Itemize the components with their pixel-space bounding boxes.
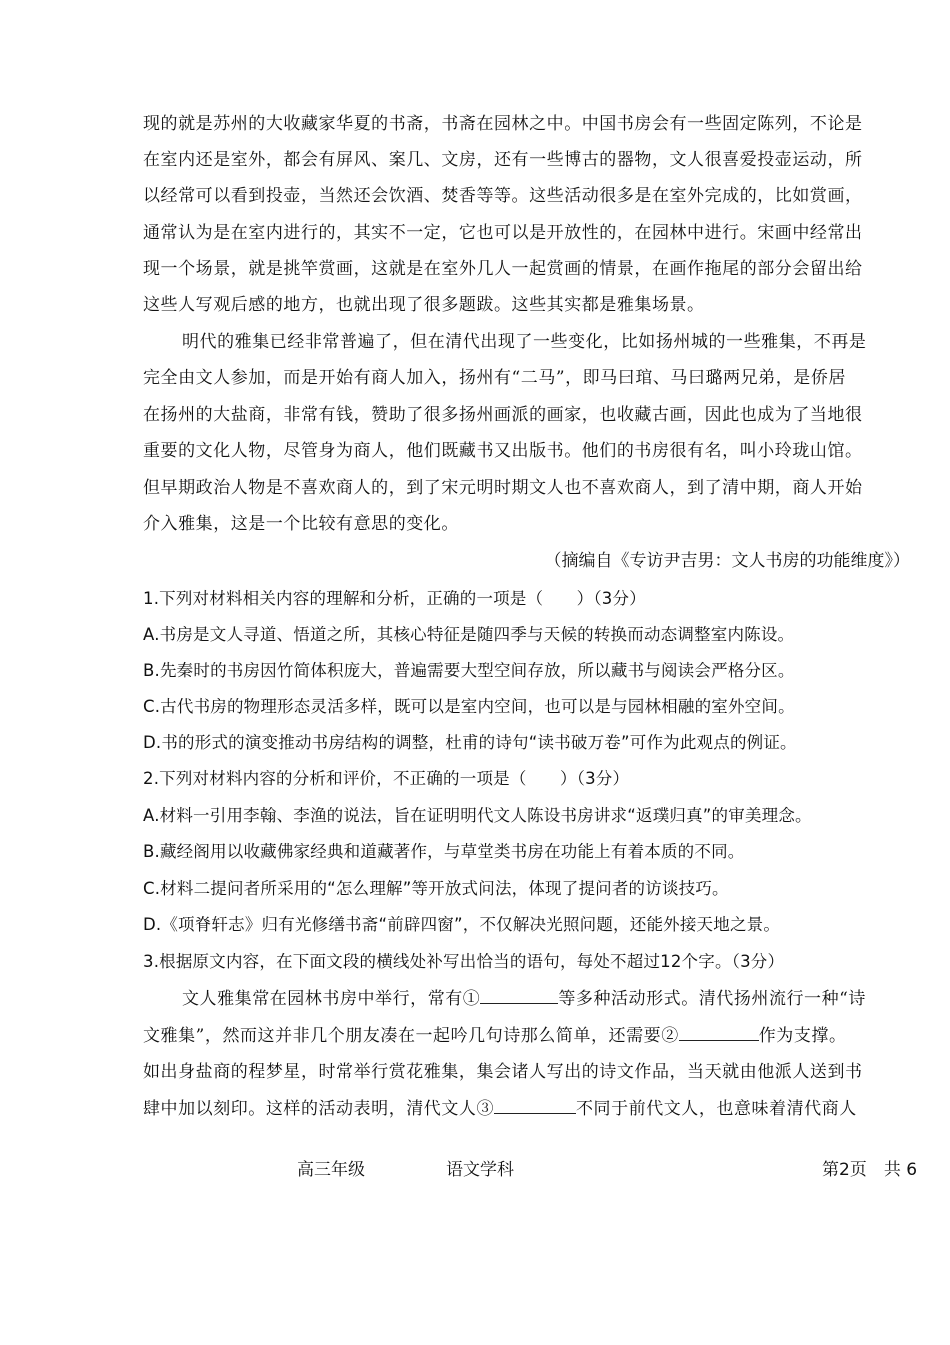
question-3-stem: 3.根据原文内容，在下面文段的横线处补写出恰当的语句，每处不超过12个字。（3分） bbox=[143, 952, 785, 971]
fill-text: 作为支撑。 bbox=[758, 1026, 847, 1046]
fill-text: 肆中加以刻印。这样的活动表明，清代文人③ bbox=[143, 1099, 494, 1119]
fill-paragraph-line-4 bbox=[143, 1097, 919, 1120]
footer-grade: 高三年级 bbox=[297, 1160, 365, 1180]
fill-paragraph-line-3: 如出身盐商的程梦星，时常举行赏花雅集，集会诸人写出的诗文作品，当天就由他派人送到书 bbox=[143, 1062, 863, 1082]
question-1-option-b: B.先秦时的书房因竹简体积庞大，普遍需要大型空间存放，所以藏书与阅读会严格分区。 bbox=[143, 661, 795, 680]
question-2-option-b: B.藏经阁用以收藏佛家经典和道藏著作，与草堂类书房在功能上有着本质的不同。 bbox=[143, 842, 745, 861]
footer-subject: 语文学科 bbox=[446, 1160, 514, 1180]
question-2-option-a: A.材料一引用李翰、李渔的说法，旨在证明明代文人陈设书房讲求“返璞归真”的审美理念。 bbox=[143, 806, 812, 825]
fill-text: 不同于前代文人，也意味着清代商人 bbox=[576, 1099, 857, 1119]
passage-line: 通常认为是在室内进行的，其实不一定，它也可以是开放性的，在园林中进行。宋画中经常出 bbox=[143, 223, 863, 243]
passage-line: 现的就是苏州的大收藏家华夏的书斋，书斋在园林之中。中国书房会有一些固定陈列，不论是 bbox=[143, 114, 863, 134]
question-2-stem: 2.下列对材料内容的分析和评价，不正确的一项是（ ）（3分） bbox=[143, 769, 630, 788]
question-1-option-d: D.书的形式的演变推动书房结构的调整，杜甫的诗句“读书破万卷”可作为此观点的例证。 bbox=[143, 733, 797, 752]
fill-text: 等多种活动形式。清代扬州流行一种“诗 bbox=[558, 989, 866, 1009]
answer-blank-2[interactable] bbox=[679, 1024, 759, 1041]
question-1-stem: 1.下列对材料相关内容的理解和分析，正确的一项是（ ）（3分） bbox=[143, 589, 646, 608]
source-citation: （摘编自《专访尹吉男：文人书房的功能维度》） bbox=[544, 551, 910, 571]
passage-line: 以经常可以看到投壶，当然还会饮酒、焚香等等。这些活动很多是在室外完成的，比如赏画， bbox=[143, 186, 863, 206]
footer-page-number: 第2页 共 6 bbox=[822, 1160, 918, 1180]
question-1-option-c: C.古代书房的物理形态灵活多样，既可以是室内空间，也可以是与园林相融的室外空间。 bbox=[143, 697, 795, 716]
fill-text: 文人雅集常在园林书房中举行，常有① bbox=[182, 989, 481, 1009]
question-2-option-c: C.材料二提问者所采用的“怎么理解”等开放式问法，体现了提问者的访谈技巧。 bbox=[143, 879, 729, 898]
passage-line: 在室内还是室外，都会有屏风、案几、文房，还有一些博古的器物，文人很喜爱投壶运动，所 bbox=[143, 150, 863, 170]
answer-blank-3[interactable] bbox=[494, 1097, 576, 1114]
passage-line: 明代的雅集已经非常普遍了，但在清代出现了一些变化，比如扬州城的一些雅集，不再是 bbox=[182, 332, 867, 352]
fill-text: 文雅集”，然而这并非几个朋友凑在一起吟几句诗那么简单，还需要② bbox=[143, 1026, 679, 1046]
passage-line: 重要的文化人物，尽管身为商人，他们既藏书又出版书。他们的书房很有名，叫小玲珑山馆。 bbox=[143, 441, 863, 461]
question-2-option-d: D.《项脊轩志》归有光修缮书斋“前辟四窗”，不仅解决光照问题，还能外接天地之景。 bbox=[143, 915, 781, 934]
passage-line: 介入雅集，这是一个比较有意思的变化。 bbox=[143, 514, 459, 534]
passage-line: 现一个场景，就是挑竿赏画，这就是在室外几人一起赏画的情景，在画作拖尾的部分会留出给 bbox=[143, 259, 863, 279]
passage-line: 但早期政治人物是不喜欢商人的，到了宋元明时期文人也不喜欢商人，到了清中期，商人开始 bbox=[143, 478, 863, 498]
fill-paragraph-line-2 bbox=[143, 1024, 919, 1047]
passage-line: 完全由文人参加，而是开始有商人加入，扬州有“二马”，即马曰琯、马曰璐两兄弟，是侨居 bbox=[143, 368, 846, 388]
question-1-option-a: A.书房是文人寻道、悟道之所，其核心特征是随四季与天候的转换而动态调整室内陈设。 bbox=[143, 625, 795, 644]
passage-line: 在扬州的大盐商，非常有钱，赞助了很多扬州画派的画家，也收藏古画，因此也成为了当地很 bbox=[143, 405, 863, 425]
answer-blank-1[interactable] bbox=[480, 987, 558, 1004]
fill-paragraph-line-1 bbox=[182, 987, 919, 1010]
passage-line: 这些人写观后感的地方，也就出现了很多题跋。这些其实都是雅集场景。 bbox=[143, 295, 705, 315]
